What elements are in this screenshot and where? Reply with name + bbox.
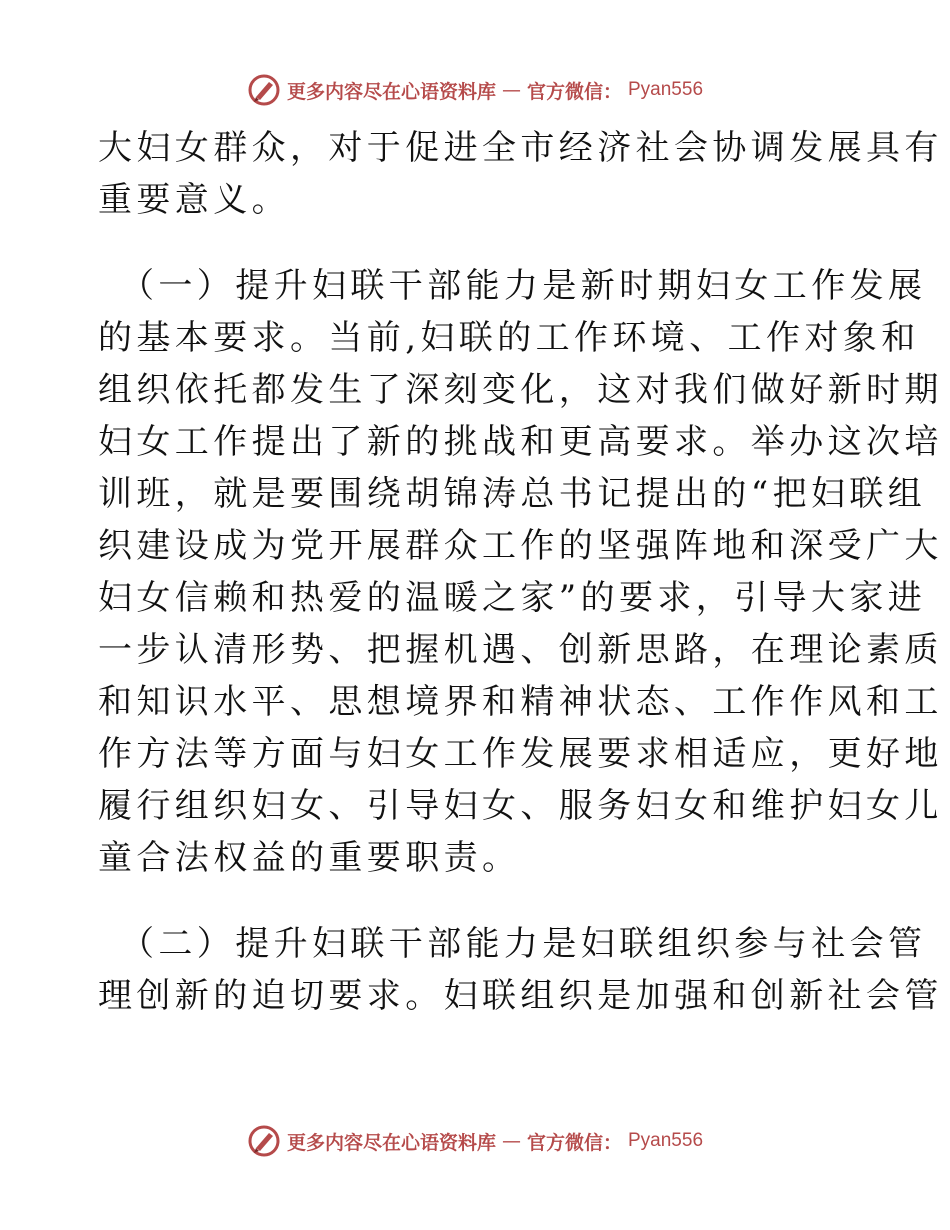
- watermark-dash: —: [501, 1130, 521, 1152]
- watermark-text: 更多内容尽在心语资料库: [286, 1131, 496, 1154]
- watermark-label: 官方微信：: [526, 1131, 622, 1154]
- text-line: 一步认清形势、把握机遇、创新思路，在理论素质: [98, 630, 943, 670]
- text-line: 童合法权益的重要职责。: [98, 838, 521, 878]
- text-line: 妇女信赖和热爱的温暖之家”的要求，引导大家进: [98, 578, 927, 618]
- watermark-id: Pyan556: [628, 79, 704, 100]
- watermark-text: 更多内容尽在心语资料库: [286, 80, 496, 103]
- text-line: 和知识水平、思想境界和精神状态、工作作风和工: [98, 682, 943, 722]
- section-heading-line: （一）提升妇联干部能力是新时期妇女工作发展: [120, 266, 927, 306]
- paragraph-section-one: [98, 260, 943, 884]
- watermark-dash: —: [501, 79, 521, 101]
- pen-seal-icon: [247, 73, 281, 107]
- text-line: 训班，就是要围绕胡锦涛总书记提出的“把妇联组: [98, 474, 927, 514]
- text-line: 的基本要求。当前,妇联的工作环境、工作对象和: [98, 318, 920, 358]
- text-line: 理创新的迫切要求。妇联组织是加强和创新社会管: [98, 976, 943, 1016]
- text-line: 大妇女群众，对于促进全市经济社会协调发展具有: [98, 128, 943, 168]
- footer-watermark: [0, 1121, 950, 1161]
- pen-seal-icon: [247, 1124, 281, 1158]
- document-body: [98, 122, 943, 1022]
- paragraph-continued: [98, 122, 943, 226]
- paragraph-section-two: [98, 918, 943, 1022]
- text-line: 重要意义。: [98, 180, 290, 220]
- section-heading-line: （二）提升妇联干部能力是妇联组织参与社会管: [120, 924, 927, 964]
- text-line: 妇女工作提出了新的挑战和更高要求。举办这次培: [98, 422, 943, 462]
- text-line: 织建设成为党开展群众工作的坚强阵地和深受广大: [98, 526, 943, 566]
- text-line: 作方法等方面与妇女工作发展要求相适应，更好地: [98, 734, 943, 774]
- watermark-id: Pyan556: [628, 1130, 704, 1151]
- text-line: 组织依托都发生了深刻变化，这对我们做好新时期: [98, 370, 943, 410]
- text-line: 履行组织妇女、引导妇女、服务妇女和维护妇女儿: [98, 786, 943, 826]
- header-watermark: [0, 70, 950, 110]
- watermark-label: 官方微信：: [526, 80, 622, 103]
